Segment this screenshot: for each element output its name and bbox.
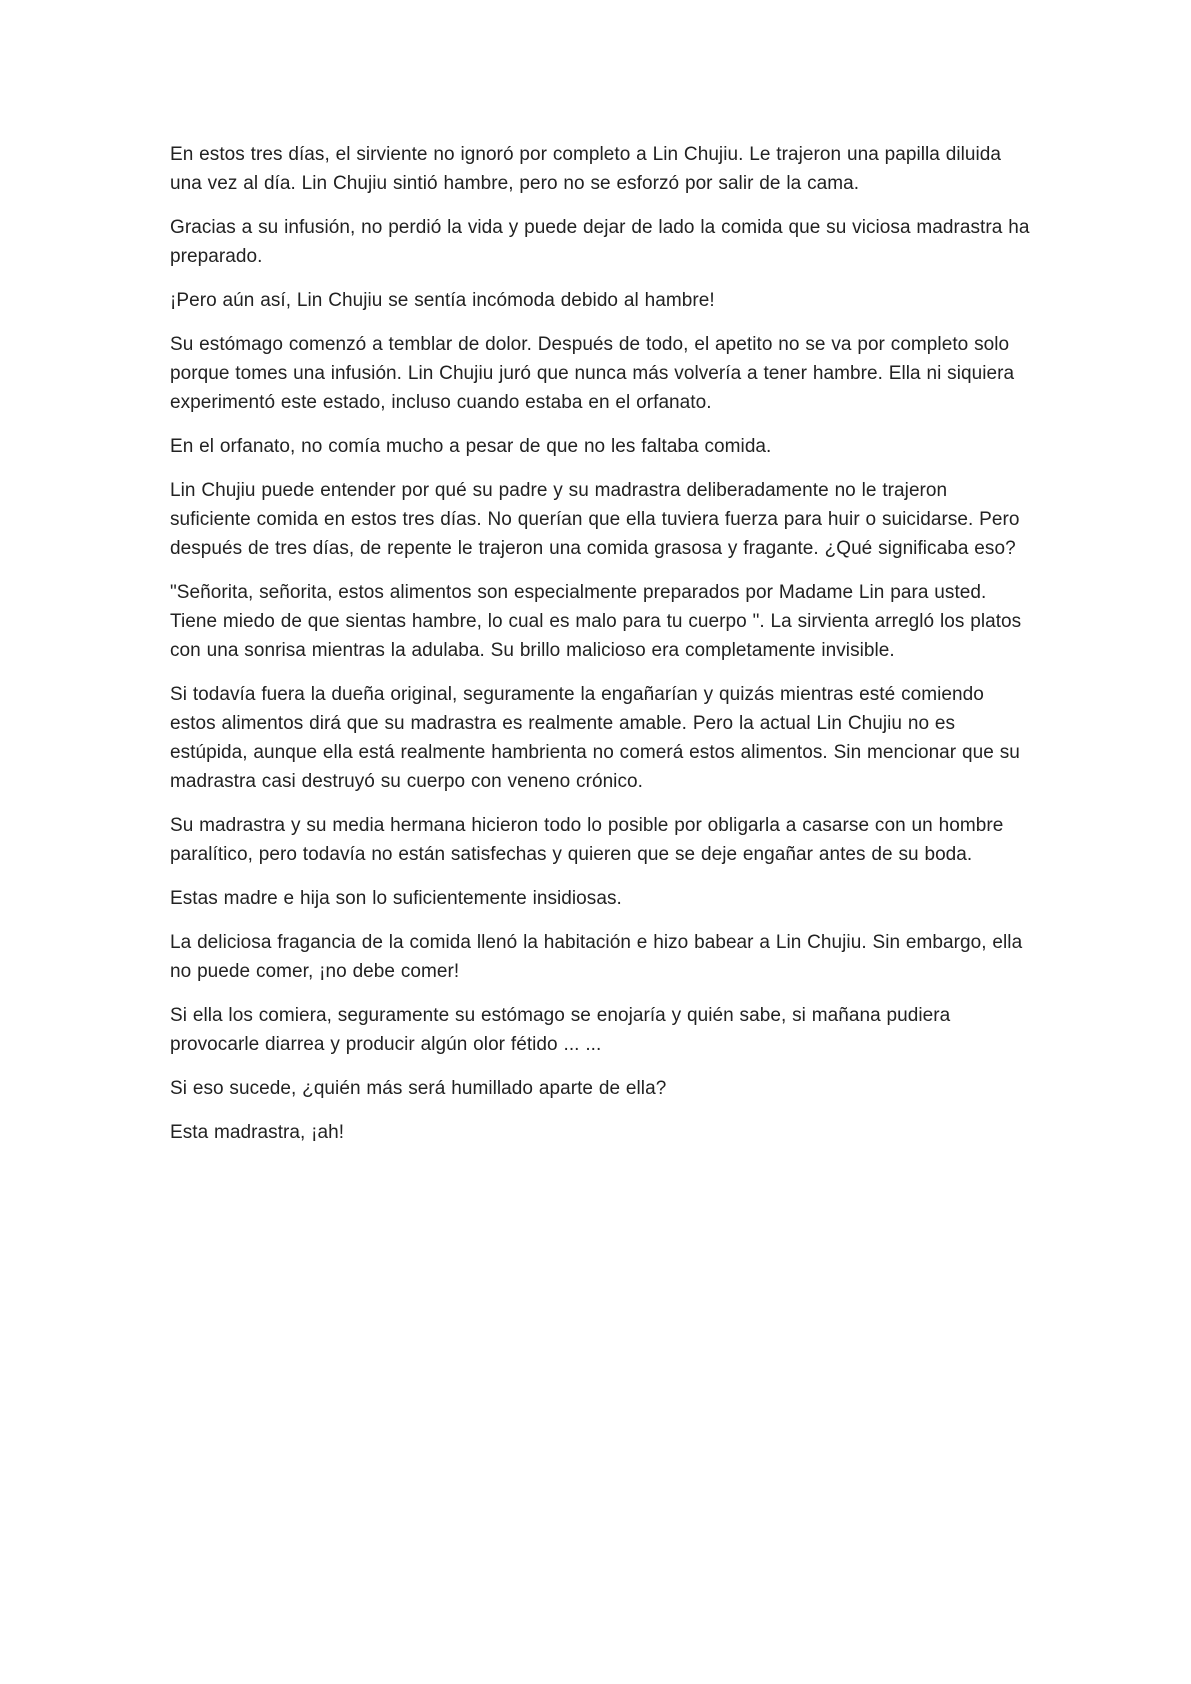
paragraph: Estas madre e hija son lo suficientemente insidiosas. bbox=[170, 888, 622, 909]
paragraph: Su madrastra y su media hermana hicieron todo lo posible por obligarla a casarse con un hombre paralítico, pero todavía no están satisfechas y quieren que se deje engañar antes de su boda. bbox=[170, 815, 1004, 865]
paragraph: Si todavía fuera la dueña original, seguramente la engañarían y quizás mientras esté comiendo estos alimentos dirá que su madrastra es realmente amable. Pero la actual Lin Chujiu no es estúpida, aunque ella está realmente hambrienta no comerá estos alimentos. Sin mencionar que su madrastra casi destruyó su cuerpo con veneno crónico. bbox=[170, 684, 1020, 792]
paragraph: Si ella los comiera, seguramente su estómago se enojaría y quién sabe, si mañana pudiera provocarle diarrea y producir algún olor fétido ... ... bbox=[170, 1005, 951, 1055]
paragraph: En estos tres días, el sirviente no ignoró por completo a Lin Chujiu. Le trajeron una papilla diluida una vez al día. Lin Chujiu sintió hambre, pero no se esforzó por salir de la cama. bbox=[170, 144, 1002, 194]
paragraph: Esta madrastra, ¡ah! bbox=[170, 1122, 345, 1143]
paragraph: ¡Pero aún así, Lin Chujiu se sentía incómoda debido al hambre! bbox=[170, 290, 715, 311]
paragraph: "Señorita, señorita, estos alimentos son especialmente preparados por Madame Lin para usted. Tiene miedo de que sientas hambre, lo cual es malo para tu cuerpo ". La sirvienta arregló los platos con una sonrisa mientras la adulaba. Su brillo malicioso era completamente invisible. bbox=[170, 582, 1022, 661]
document-body bbox=[170, 140, 1030, 1162]
paragraph: Lin Chujiu puede entender por qué su padre y su madrastra deliberadamente no le trajeron suficiente comida en estos tres días. No querían que ella tuviera fuerza para huir o suicidarse. Pero después de tres días, de repente le trajeron una comida grasosa y fragante. ¿Qué significaba eso? bbox=[170, 480, 1020, 559]
paragraph: Si eso sucede, ¿quién más será humillado aparte de ella? bbox=[170, 1078, 667, 1099]
paragraph: Gracias a su infusión, no perdió la vida y puede dejar de lado la comida que su viciosa madrastra ha preparado. bbox=[170, 217, 1030, 267]
paragraph: Su estómago comenzó a temblar de dolor. Después de todo, el apetito no se va por completo solo porque tomes una infusión. Lin Chujiu juró que nunca más volvería a tener hambre. Ella ni siquiera experimentó este estado, incluso cuando estaba en el orfanato. bbox=[170, 334, 1015, 413]
paragraph: La deliciosa fragancia de la comida llenó la habitación e hizo babear a Lin Chujiu. Sin embargo, ella no puede comer, ¡no debe comer! bbox=[170, 932, 1023, 982]
paragraph: En el orfanato, no comía mucho a pesar de que no les faltaba comida. bbox=[170, 436, 772, 457]
